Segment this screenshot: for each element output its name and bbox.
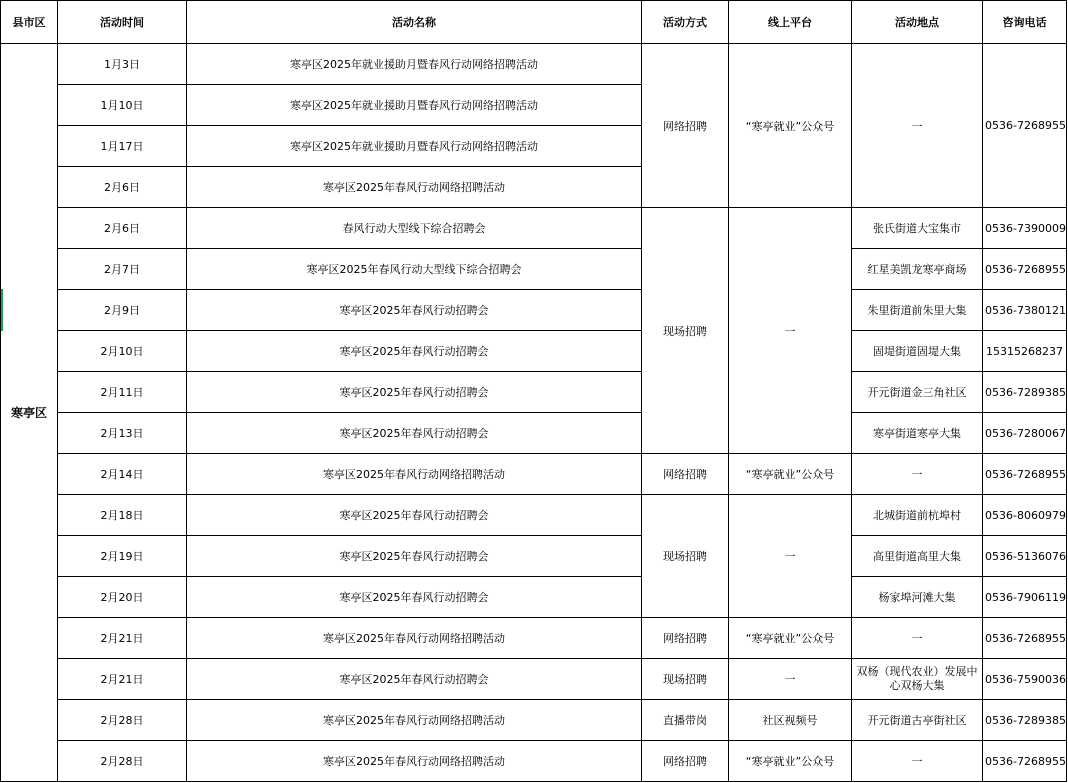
table-row <box>1 700 1067 741</box>
activity-name-cell: 寒亭区2025年春风行动招聘会 <box>187 413 642 454</box>
location-cell: 一 <box>852 44 983 208</box>
table-row <box>1 536 1067 577</box>
location-cell: 张氏街道大宝集市 <box>852 208 983 249</box>
mode-cell: 网络招聘 <box>642 741 729 782</box>
phone-cell: 0536-7906119 <box>983 577 1067 618</box>
location-cell: 一 <box>852 618 983 659</box>
platform-cell: 一 <box>729 208 852 454</box>
mode-cell: 网络招聘 <box>642 618 729 659</box>
location-cell: 固堤街道固堤大集 <box>852 331 983 372</box>
phone-cell: 0536-5136076 <box>983 536 1067 577</box>
activity-name-cell: 寒亭区2025年春风行动招聘会 <box>187 290 642 331</box>
mode-cell: 现场招聘 <box>642 208 729 454</box>
activity-name-cell: 寒亭区2025年春风行动招聘会 <box>187 536 642 577</box>
header-platform: 线上平台 <box>729 1 852 44</box>
platform-cell: 一 <box>729 659 852 700</box>
location-cell: 开元街道金三角社区 <box>852 372 983 413</box>
time-cell: 2月20日 <box>58 577 187 618</box>
time-cell: 2月14日 <box>58 454 187 495</box>
table-row <box>1 331 1067 372</box>
table-row <box>1 495 1067 536</box>
phone-cell: 0536-7590036 <box>983 659 1067 700</box>
header-location: 活动地点 <box>852 1 983 44</box>
mode-cell: 网络招聘 <box>642 454 729 495</box>
header-time: 活动时间 <box>58 1 187 44</box>
phone-cell: 0536-7280067 <box>983 413 1067 454</box>
phone-cell: 0536-7268955 <box>983 249 1067 290</box>
mode-cell: 网络招聘 <box>642 44 729 208</box>
platform-cell: 一 <box>729 495 852 618</box>
activity-name-cell: 寒亭区2025年春风行动网络招聘活动 <box>187 618 642 659</box>
time-cell: 1月10日 <box>58 85 187 126</box>
header-row <box>1 1 1067 44</box>
time-cell: 2月19日 <box>58 536 187 577</box>
table-row <box>1 44 1067 85</box>
activity-name-cell: 寒亭区2025年就业援助月暨春风行动网络招聘活动 <box>187 126 642 167</box>
time-cell: 2月7日 <box>58 249 187 290</box>
table-row <box>1 577 1067 618</box>
location-cell: 北城街道前杭埠村 <box>852 495 983 536</box>
table-row <box>1 454 1067 495</box>
table-row <box>1 249 1067 290</box>
county-cell: 寒亭区 <box>1 44 58 782</box>
phone-cell: 0536-7268955 <box>983 741 1067 782</box>
location-cell: 红星美凯龙寒亭商场 <box>852 249 983 290</box>
header-name: 活动名称 <box>187 1 642 44</box>
time-cell: 2月11日 <box>58 372 187 413</box>
table-row <box>1 741 1067 782</box>
location-cell: 高里街道高里大集 <box>852 536 983 577</box>
phone-cell: 0536-7268955 <box>983 454 1067 495</box>
activity-name-cell: 寒亭区2025年春风行动招聘会 <box>187 577 642 618</box>
time-cell: 2月21日 <box>58 659 187 700</box>
time-cell: 2月6日 <box>58 167 187 208</box>
time-cell: 2月9日 <box>58 290 187 331</box>
time-cell: 2月18日 <box>58 495 187 536</box>
time-cell: 2月28日 <box>58 700 187 741</box>
mode-cell: 现场招聘 <box>642 495 729 618</box>
time-cell: 1月17日 <box>58 126 187 167</box>
phone-cell: 0536-7380121 <box>983 290 1067 331</box>
activity-name-cell: 寒亭区2025年春风行动招聘会 <box>187 659 642 700</box>
location-cell: 朱里街道前朱里大集 <box>852 290 983 331</box>
location-cell: 一 <box>852 741 983 782</box>
table-row <box>1 208 1067 249</box>
time-cell: 2月13日 <box>58 413 187 454</box>
activity-name-cell: 寒亭区2025年就业援助月暨春风行动网络招聘活动 <box>187 44 642 85</box>
activity-name-cell: 寒亭区2025年就业援助月暨春风行动网络招聘活动 <box>187 85 642 126</box>
activity-name-cell: 寒亭区2025年春风行动网络招聘活动 <box>187 741 642 782</box>
platform-cell: “寒亭就业”公众号 <box>729 454 852 495</box>
mode-cell: 直播带岗 <box>642 700 729 741</box>
table-row <box>1 290 1067 331</box>
table-row <box>1 372 1067 413</box>
phone-cell: 0536-7268955 <box>983 44 1067 208</box>
activity-name-cell: 寒亭区2025年春风行动招聘会 <box>187 372 642 413</box>
activity-name-cell: 寒亭区2025年春风行动招聘会 <box>187 495 642 536</box>
phone-cell: 0536-8060979 <box>983 495 1067 536</box>
activity-name-cell: 寒亭区2025年春风行动网络招聘活动 <box>187 700 642 741</box>
mode-cell: 现场招聘 <box>642 659 729 700</box>
header-phone: 咨询电话 <box>983 1 1067 44</box>
location-cell: 一 <box>852 454 983 495</box>
activity-name-cell: 寒亭区2025年春风行动大型线下综合招聘会 <box>187 249 642 290</box>
time-cell: 2月6日 <box>58 208 187 249</box>
phone-cell: 15315268237 <box>983 331 1067 372</box>
location-cell: 寒亭街道寒亭大集 <box>852 413 983 454</box>
platform-cell: “寒亭就业”公众号 <box>729 44 852 208</box>
location-cell: 杨家埠河滩大集 <box>852 577 983 618</box>
phone-cell: 0536-7268955 <box>983 618 1067 659</box>
header-county: 县市区 <box>1 1 58 44</box>
phone-cell: 0536-7390009 <box>983 208 1067 249</box>
platform-cell: “寒亭就业”公众号 <box>729 741 852 782</box>
phone-cell: 0536-7289385 <box>983 700 1067 741</box>
activity-name-cell: 春风行动大型线下综合招聘会 <box>187 208 642 249</box>
platform-cell: 社区视频号 <box>729 700 852 741</box>
location-cell: 双杨（现代农业）发展中心双杨大集 <box>852 659 983 700</box>
time-cell: 2月28日 <box>58 741 187 782</box>
location-cell: 开元街道古亭街社区 <box>852 700 983 741</box>
table-row <box>1 413 1067 454</box>
phone-cell: 0536-7289385 <box>983 372 1067 413</box>
time-cell: 2月21日 <box>58 618 187 659</box>
activity-name-cell: 寒亭区2025年春风行动网络招聘活动 <box>187 454 642 495</box>
time-cell: 1月3日 <box>58 44 187 85</box>
activity-name-cell: 寒亭区2025年春风行动招聘会 <box>187 331 642 372</box>
header-mode: 活动方式 <box>642 1 729 44</box>
time-cell: 2月10日 <box>58 331 187 372</box>
platform-cell: “寒亭就业”公众号 <box>729 618 852 659</box>
activity-name-cell: 寒亭区2025年春风行动网络招聘活动 <box>187 167 642 208</box>
table-row <box>1 659 1067 700</box>
table-row <box>1 618 1067 659</box>
